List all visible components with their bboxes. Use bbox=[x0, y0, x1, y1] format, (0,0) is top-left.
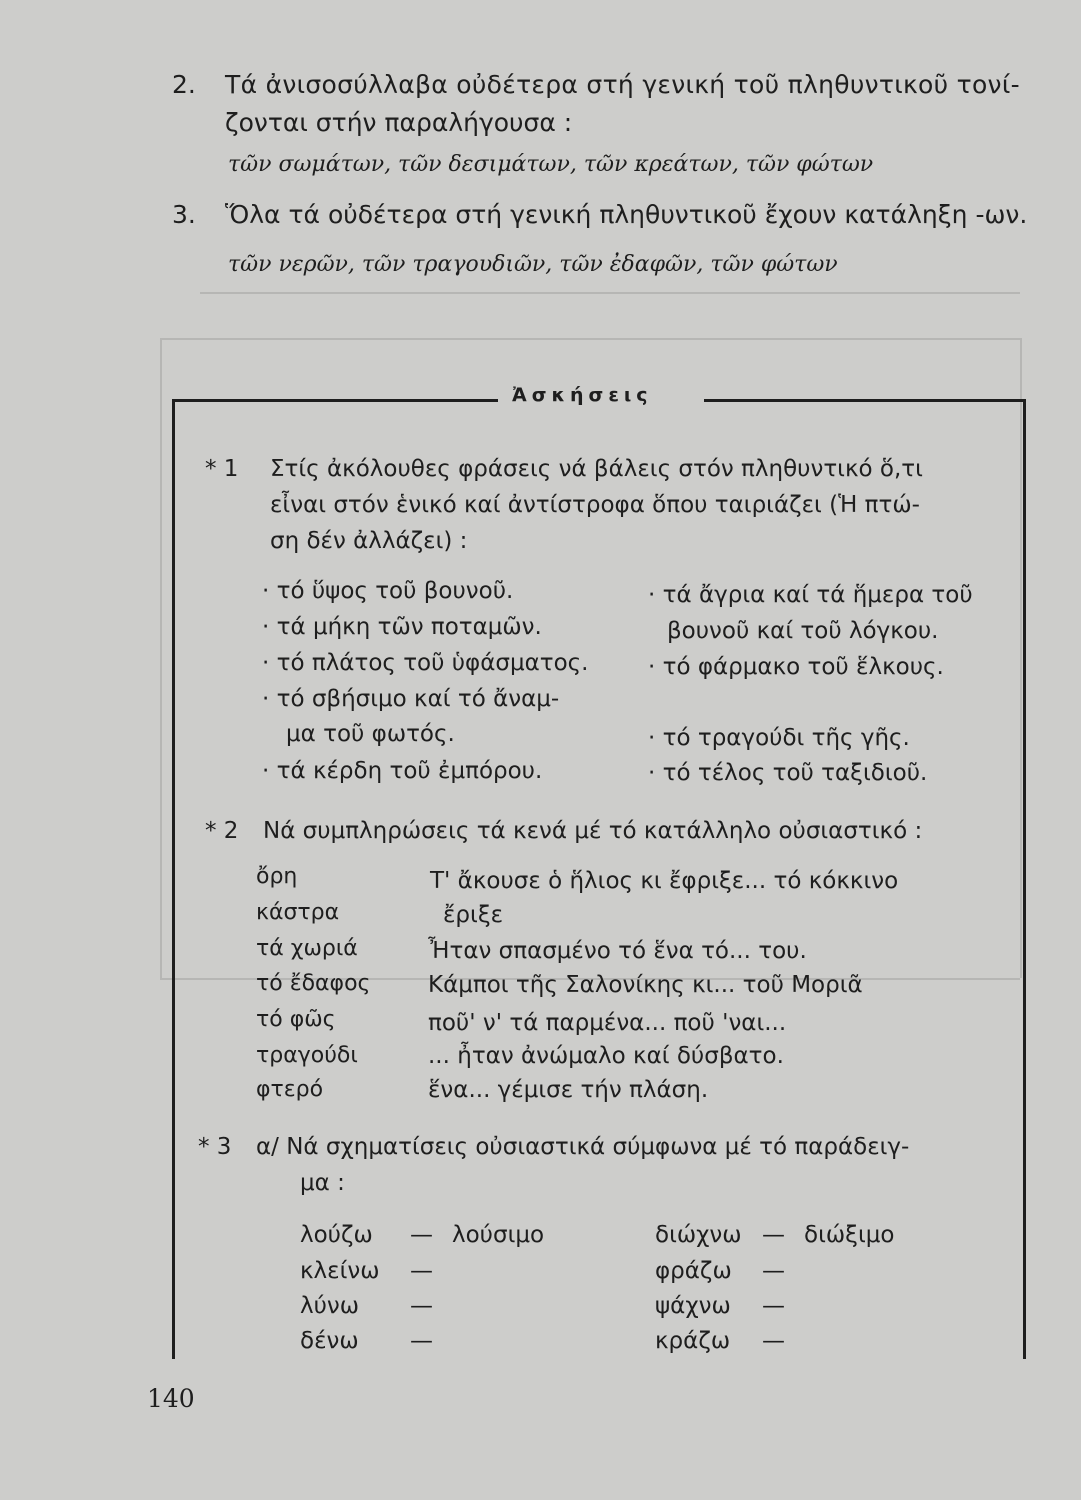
ex3-left-verb: λύνω bbox=[300, 1293, 360, 1319]
ex2-sentence: Κάμποι τῆς Σαλονίκης κι... τοῦ Μοριᾶ bbox=[428, 972, 863, 998]
rule3-number: 3. bbox=[172, 200, 196, 229]
ex2-sentence: Τ' ἄκουσε ὁ ἥλιος κι ἔφριξε... τό κόκκινο bbox=[430, 868, 899, 894]
ex1-right-item: βουνοῦ καί τοῦ λόγκου. bbox=[667, 618, 939, 644]
ex3-right-dash: — bbox=[762, 1222, 785, 1248]
ex3-right-noun: διώξιμο bbox=[804, 1222, 895, 1248]
ex2-marker: * 2 bbox=[205, 818, 239, 844]
ex3-left-dash: — bbox=[410, 1258, 433, 1284]
ex1-line1: Στίς ἀκόλουθες φράσεις νά βάλεις στόν πληθυντικό ὅ,τι bbox=[270, 456, 923, 482]
ex1-marker: * 1 bbox=[205, 456, 239, 482]
ex2-instruction: Νά συμπληρώσεις τά κενά μέ τό κατάλληλο οὐσιαστικό : bbox=[263, 818, 923, 844]
rule3-example: τῶν νερῶν, τῶν τραγουδιῶν, τῶν ἐδαφῶν, τῶν φώτων bbox=[228, 252, 838, 277]
ex3-left-noun: λούσιμο bbox=[452, 1222, 545, 1248]
ex2-word: κάστρα bbox=[256, 900, 340, 925]
ex3-right-verb: διώχνω bbox=[655, 1222, 742, 1248]
ex1-right-item: · τό τέλος τοῦ ταξιδιοῦ. bbox=[648, 760, 928, 786]
ex3-right-verb: κράζω bbox=[655, 1328, 731, 1354]
ex1-left-item: · τό ὕψος τοῦ βουνοῦ. bbox=[262, 578, 514, 604]
ex1-right-item: · τό τραγούδι τῆς γῆς. bbox=[648, 725, 910, 751]
ex3-left-verb: δένω bbox=[300, 1328, 359, 1354]
ex3-right-dash: — bbox=[762, 1293, 785, 1319]
ex1-left-item: μα τοῦ φωτός. bbox=[286, 721, 455, 747]
ex3-right-dash: — bbox=[762, 1258, 785, 1284]
ex3-right-dash: — bbox=[762, 1328, 785, 1354]
ex3-left-verb: κλείνω bbox=[300, 1258, 380, 1284]
ex1-right-item: · τά ἄγρια καί τά ἥμερα τοῦ bbox=[648, 582, 973, 608]
ex3-right-verb: ψάχνω bbox=[655, 1293, 731, 1319]
ex1-left-item: · τό πλάτος τοῦ ὑφάσματος. bbox=[262, 650, 589, 676]
ex3-line2: μα : bbox=[300, 1170, 345, 1196]
rule2-line1: Τά ἀνισοσύλλαβα οὐδέτερα στή γενική τοῦ πληθυντικοῦ τονί- bbox=[225, 70, 1020, 99]
ex2-word: τό ἔδαφος bbox=[256, 971, 371, 996]
ex3-left-verb: λούζω bbox=[300, 1222, 373, 1248]
rule2-number: 2. bbox=[172, 70, 196, 99]
ex2-sentence: ἔριξε bbox=[443, 902, 504, 928]
ex2-word: τά χωριά bbox=[256, 936, 358, 961]
ex2-word: τραγούδι bbox=[256, 1043, 358, 1068]
ex2-sentence: ἕνα... γέμισε τήν πλάση. bbox=[428, 1077, 709, 1103]
ex3-marker: * 3 bbox=[198, 1134, 232, 1160]
rule2-example: τῶν σωμάτων, τῶν δεσιμάτων, τῶν κρεάτων, τῶν φώτων bbox=[228, 152, 874, 177]
box-left-border bbox=[172, 399, 175, 1359]
ex3-line1: α/ Νά σχηματίσεις οὐσιαστικά σύμφωνα μέ τό παράδειγ- bbox=[256, 1134, 910, 1160]
ex2-sentence: Ἦταν σπασμένο τό ἕνα τό... του. bbox=[428, 938, 807, 964]
ex3-left-dash: — bbox=[410, 1222, 433, 1248]
rule3-line1: Ὅλα τά οὐδέτερα στή γενική πληθυντικοῦ ἔχουν κατάληξη -ων. bbox=[225, 200, 1028, 229]
ex1-line3: ση δέν ἀλλάζει) : bbox=[270, 528, 468, 554]
ex2-sentence: ... ἦταν ἀνώμαλο καί δύσβατο. bbox=[428, 1043, 784, 1069]
ex2-word: ὄρη bbox=[256, 864, 298, 889]
ex1-right-item: · τό φάρμακο τοῦ ἕλκους. bbox=[648, 654, 944, 680]
exercises-heading: Ἀσκήσεις bbox=[502, 384, 663, 406]
ex2-word: φτερό bbox=[256, 1077, 324, 1102]
page-number: 140 bbox=[147, 1384, 195, 1413]
ex2-word: τό φῶς bbox=[256, 1007, 336, 1032]
ex3-left-dash: — bbox=[410, 1293, 433, 1319]
ex1-left-item: · τό σβήσιμο καί τό ἄναμ- bbox=[262, 686, 560, 712]
ex1-line2: εἶναι στόν ἑνικό καί ἀντίστροφα ὅπου ταιριάζει (Ἡ πτώ- bbox=[270, 492, 920, 518]
ex1-left-item: · τά κέρδη τοῦ ἐμπόρου. bbox=[262, 758, 543, 784]
ex3-left-dash: — bbox=[410, 1328, 433, 1354]
box-right-border bbox=[1023, 399, 1026, 1359]
rule2-line2: ζονται στήν παραλήγουσα : bbox=[225, 108, 573, 137]
ex2-sentence: ποῦ' ν' τά παρμένα... ποῦ 'ναι... bbox=[428, 1010, 787, 1036]
ex3-right-verb: φράζω bbox=[655, 1258, 732, 1284]
ex1-left-item: · τά μήκη τῶν ποταμῶν. bbox=[262, 614, 542, 640]
box-top-left-line bbox=[172, 399, 498, 402]
box-top-right-line bbox=[704, 399, 1026, 402]
